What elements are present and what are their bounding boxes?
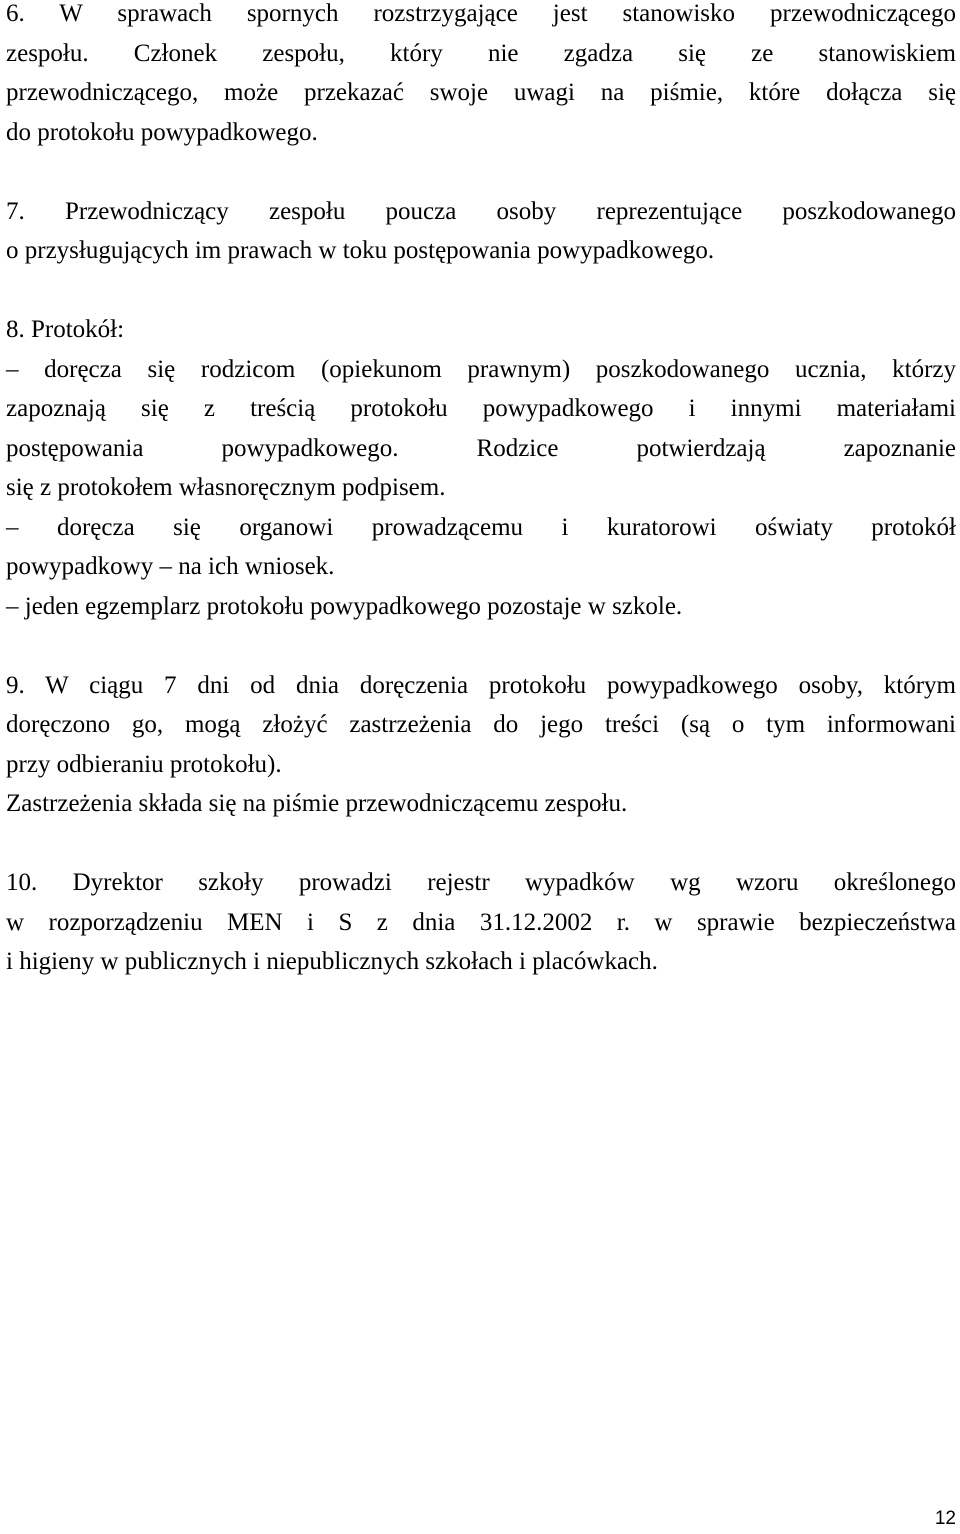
paragraph-9-line: doręczono go, mogą złożyć zastrzeżenia do jego treści (są o tym informowani	[6, 711, 956, 738]
paragraph-7-line: 7. Przewodniczący zespołu poucza osoby reprezentujące poszkodowanego	[6, 197, 956, 225]
paragraph-6-line: 6. W sprawach spornych rozstrzygające jest stanowisko przewodniczącego	[6, 0, 956, 27]
paragraph-9-line: przy odbieraniu protokołu).	[6, 750, 282, 778]
paragraph-8	[6, 310, 956, 626]
paragraph-8-line: – jeden egzemplarz protokołu powypadkowego pozostaje w szkole.	[6, 592, 683, 620]
paragraph-8-line: – doręcza się organowi prowadzącemu i kuratorowi oświaty protokół	[6, 513, 956, 541]
paragraph-6-line: do protokołu powypadkowego.	[6, 118, 318, 146]
paragraph-10-line: i higieny w publicznych i niepublicznych szkołach i placówkach.	[6, 948, 658, 975]
paragraph-8-line: zapoznają się z treścią protokołu powypadkowego i innymi materiałami	[6, 395, 956, 422]
document-page	[6, 0, 956, 982]
paragraph-8-line: postępowania powypadkowego. Rodzice potwierdzają zapoznanie	[6, 434, 956, 462]
paragraph-10	[6, 863, 956, 982]
paragraph-8-heading: 8. Protokół:	[6, 316, 125, 343]
paragraph-10-line: w rozporządzeniu MEN i S z dnia 31.12.2002 r. w sprawie bezpieczeństwa	[6, 908, 956, 936]
paragraph-6	[6, 0, 956, 152]
paragraph-10-line: 10. Dyrektor szkoły prowadzi rejestr wypadków wg wzoru określonego	[6, 869, 956, 896]
paragraph-9-line: Zastrzeżenia składa się na piśmie przewodniczącemu zespołu.	[6, 790, 628, 817]
paragraph-7-line: o przysługujących im prawach w toku postępowania powypadkowego.	[6, 237, 715, 264]
paragraph-9-line: 9. W ciągu 7 dni od dnia doręczenia protokołu powypadkowego osoby, którym	[6, 671, 956, 699]
paragraph-6-line: przewodniczącego, może przekazać swoje uwagi na piśmie, które dołącza się	[6, 79, 956, 106]
paragraph-7	[6, 192, 956, 271]
paragraph-6-line: zespołu. Członek zespołu, który nie zgadza się ze stanowiskiem	[6, 39, 956, 67]
paragraph-8-line: powypadkowy – na ich wniosek.	[6, 553, 335, 580]
paragraph-8-line: się z protokołem własnoręcznym podpisem.	[6, 474, 446, 501]
page-number: 12	[934, 1508, 956, 1529]
paragraph-9	[6, 666, 956, 824]
paragraph-8-line: – doręcza się rodzicom (opiekunom prawnym) poszkodowanego ucznia, którzy	[6, 355, 956, 383]
